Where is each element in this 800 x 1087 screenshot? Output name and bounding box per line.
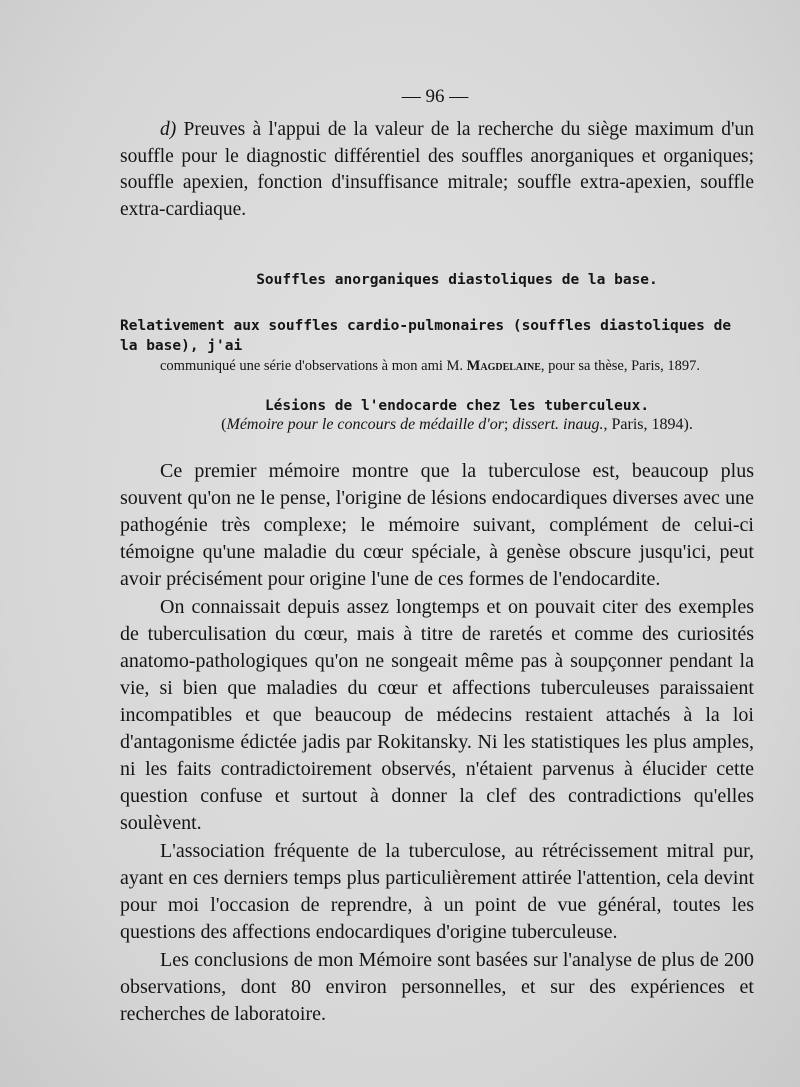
subheading-open: ( bbox=[221, 416, 227, 433]
subheading-italic-1: Mémoire pour le concours de médaille d'or bbox=[226, 416, 504, 433]
paragraph: Ce premier mémoire montre que la tuberculose est, beaucoup plus souvent qu'on ne le pense, l'origine de lésions endocardiques diverses avec une pathogénie très complexe; le mémoire suivant, complément de celui-ci témoigne qu'une maladie du cœur spéciale, à genèse obscure jusqu'ici, peut avoir précisément pour origine l'une de ces formes de l'endocardite. bbox=[120, 460, 754, 590]
heading-souffles-anorganiques: Souffles anorganiques diastoliques de la base. bbox=[256, 272, 658, 288]
paragraph: On connaissait depuis assez longtemps et on pouvait citer des exemples de tuberculisation du cœur, mais à titre de raretés et comme des curiosités anatomo-pathologiques qu'on ne songeait même pas à soupçonner pendant la vie, si bien que maladies du cœur et affections tuberculeuses paraissaient incompatibles et que beaucoup de médecins restaient attachés à la loi d'antagonisme édictée jadis par Rokitansky. Ni les statistiques les plus amples, ni les faits contradictoirement observés, n'étaient parvenus à élucider cette question confuse et surtout à donner la clef des contradictions qu'elles soulèvent. bbox=[120, 596, 754, 834]
section-marker: d) bbox=[160, 119, 177, 140]
relativement-cont-after: , pour sa thèse, Paris, 1897. bbox=[540, 358, 700, 374]
subheading-rest: , Paris, 1894). bbox=[603, 416, 693, 433]
paragraph: Les conclusions de mon Mémoire sont basées sur l'analyse de plus de 200 observations, dont 80 environ personnelles, et sur des expériences et recherches de laboratoire. bbox=[120, 949, 754, 1025]
body-text bbox=[120, 458, 754, 1029]
relativement-paragraph bbox=[120, 316, 754, 376]
relativement-cont-before: communiqué une série d'observations à mon ami M. bbox=[160, 358, 464, 374]
section-d-text: Preuves à l'appui de la valeur de la recherche du siège maximum d'un souffle pour le diagnostic différentiel des souffles anorganiques et organiques; souffle apexien, fonction d'insuffisance mitrale; souffle extra-apexien, souffle extra-cardiaque. bbox=[120, 119, 754, 220]
heading-lesions-endocarde: Lésions de l'endocarde chez les tuberculeux. bbox=[264, 398, 650, 414]
subheading-sep: ; bbox=[503, 416, 513, 433]
relativement-continuation bbox=[120, 356, 754, 376]
memoire-subheading bbox=[120, 416, 754, 434]
subheading-italic-2: dissert. inaug. bbox=[512, 416, 604, 433]
author-name: Magdelaine bbox=[466, 358, 541, 374]
relativement-lead: Relativement aux souffles cardio-pulmonaires (souffles diastoliques de la base), j'ai bbox=[120, 318, 732, 354]
section-d-paragraph bbox=[120, 117, 754, 223]
paragraph: L'association fréquente de la tuberculose, au rétrécissement mitral pur, ayant en ces derniers temps plus particulièrement attirée l'attention, cela devint pour moi l'occasion de reprendre, à un point de vue général, toutes les questions des affections endocardiques d'origine tuberculeuse. bbox=[120, 840, 754, 943]
page-number: — 96 — bbox=[401, 86, 469, 107]
